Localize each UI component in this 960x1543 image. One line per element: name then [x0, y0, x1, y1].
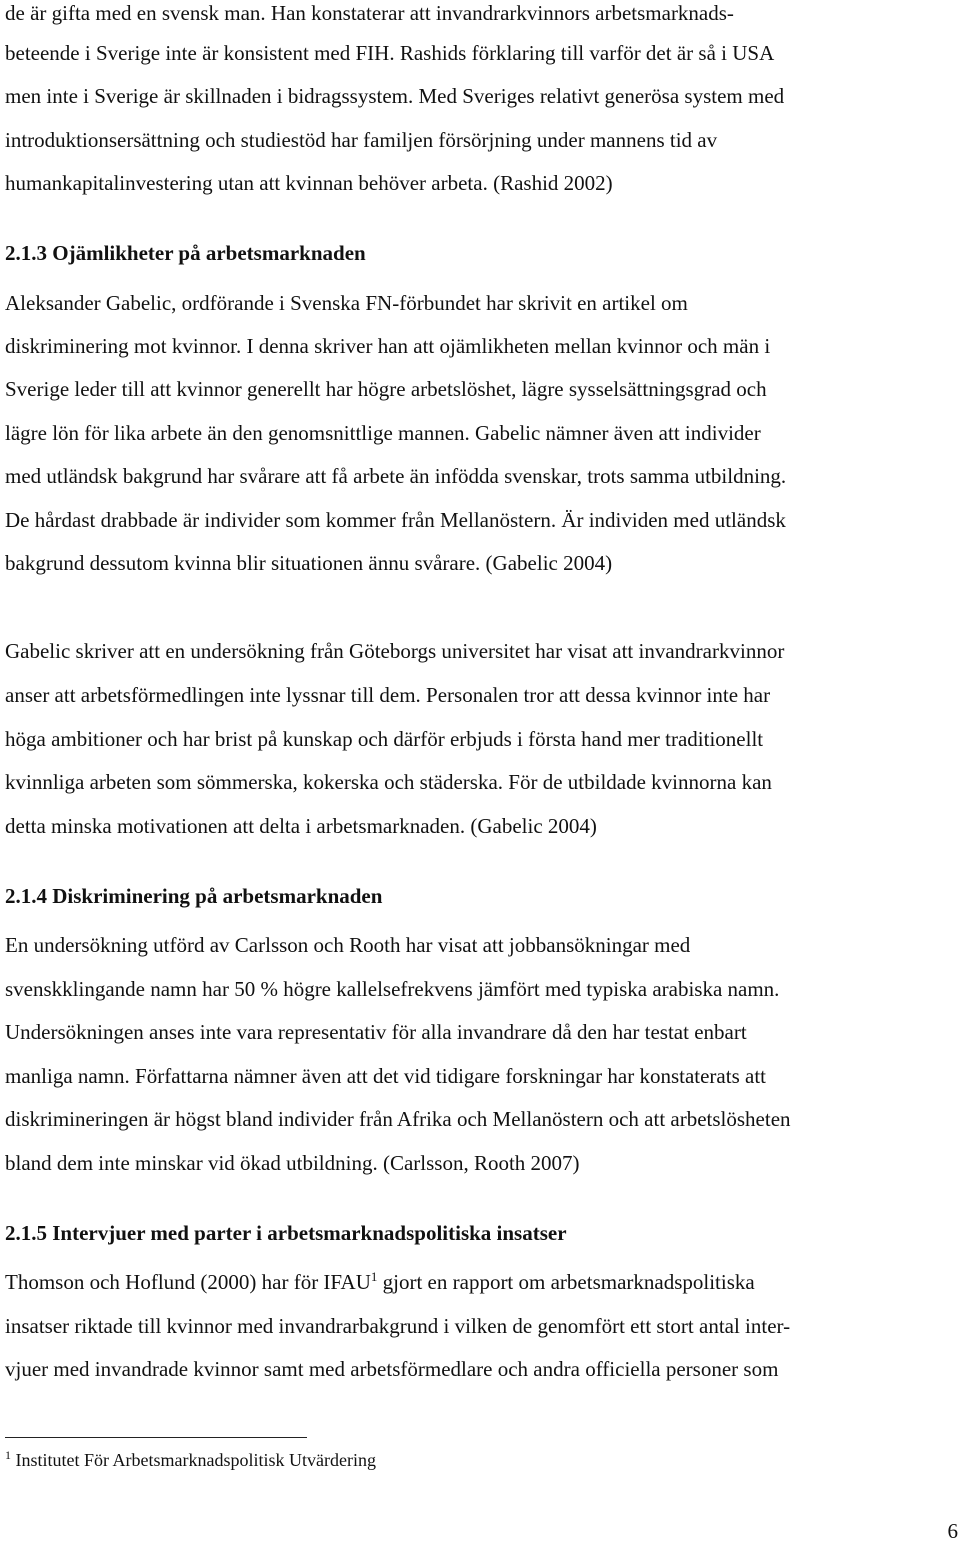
s213-p2-line-4: kvinnliga arbeten som sömmerska, kokerska och städerska. För de utbildade kvinnorna kan	[5, 770, 772, 794]
s214-line-1: En undersökning utförd av Carlsson och Rooth har visat att jobbansökningar med	[5, 933, 691, 957]
intro-line-3: men inte i Sverige är skillnaden i bidragssystem. Med Sveriges relativt generösa system med	[5, 84, 785, 108]
s215-line-1	[5, 1269, 755, 1295]
footnote-marker: 1	[5, 1448, 11, 1462]
s213-p2-line-1: Gabelic skriver att en undersökning från Göteborgs universitet har visat att invandrarkvinnor	[5, 639, 785, 663]
s214-line-3: Undersökningen anses inte vara representativ för alla invandrare då den har testat enbart	[5, 1020, 747, 1044]
s213-p1-line-6: De hårdast drabbade är individer som kommer från Mellanöstern. Är individen med utländsk	[5, 508, 786, 532]
s213-p1-line-3: Sverige leder till att kvinnor generellt har högre arbetslöshet, lägre sysselsättningsgrad och	[5, 377, 767, 401]
page-number: 6	[947, 1519, 958, 1543]
section-heading-2-1-4: 2.1.4 Diskriminering på arbetsmarknaden	[5, 884, 383, 908]
s214-line-6: bland dem inte minskar vid ökad utbildning. (Carlsson, Rooth 2007)	[5, 1151, 580, 1175]
footnote-text: Institutet För Arbetsmarknadspolitisk Utvärdering	[11, 1450, 376, 1470]
intro-line-2: beteende i Sverige inte är konsistent med FIH. Rashids förklaring till varför det är så i USA	[5, 41, 775, 65]
s214-line-5: diskrimineringen är högst bland individer från Afrika och Mellanöstern och att arbetslösheten	[5, 1107, 791, 1131]
s213-p1-line-5: med utländsk bakgrund har svårare att få arbete än infödda svenskar, trots samma utbildning.	[5, 464, 787, 488]
s215-line-2: insatser riktade till kvinnor med invandrarbakgrund i vilken de genomfört ett stort antal inter-	[5, 1314, 791, 1338]
section-heading-2-1-5: 2.1.5 Intervjuer med parter i arbetsmarknadspolitiska insatser	[5, 1221, 567, 1245]
footnote-reference-marker: 1	[370, 1269, 378, 1284]
s215-line-1-text-a: Thomson och Hoflund (2000) har för IFAU	[5, 1270, 371, 1294]
footnote	[5, 1449, 376, 1471]
s213-p1-line-4: lägre lön för lika arbete än den genomsnittlige mannen. Gabelic nämner även att individer	[5, 421, 761, 445]
s213-p1-line-7: bakgrund dessutom kvinna blir situationen ännu svårare. (Gabelic 2004)	[5, 551, 613, 575]
s215-line-3: vjuer med invandrade kvinnor samt med arbetsförmedlare och andra officiella personer som	[5, 1357, 779, 1381]
s213-p2-line-3: höga ambitioner och har brist på kunskap och därför erbjuds i första hand mer traditionellt	[5, 727, 764, 751]
s213-p1-line-2: diskriminering mot kvinnor. I denna skriver han att ojämlikheten mellan kvinnor och män i	[5, 334, 771, 358]
s213-p2-line-2: anser att arbetsförmedlingen inte lyssnar till dem. Personalen tror att dessa kvinnor inte har	[5, 683, 771, 707]
s215-line-1-text-b: gjort en rapport om arbetsmarknadspolitiska	[377, 1270, 755, 1294]
s214-line-2: svenskklingande namn har 50 % högre kallelsefrekvens jämfört med typiska arabiska namn.	[5, 977, 780, 1001]
s213-p1-line-1: Aleksander Gabelic, ordförande i Svenska FN-förbundet har skrivit en artikel om	[5, 291, 688, 315]
s213-p2-line-5: detta minska motivationen att delta i arbetsmarknaden. (Gabelic 2004)	[5, 814, 597, 838]
intro-line-4: introduktionsersättning och studiestöd har familjen försörjning under mannens tid av	[5, 128, 718, 152]
intro-line-1: de är gifta med en svensk man. Han konstaterar att invandrarkvinnors arbetsmarknads-	[5, 1, 734, 25]
footnote-divider	[5, 1437, 307, 1438]
section-heading-2-1-3: 2.1.3 Ojämlikheter på arbetsmarknaden	[5, 241, 366, 265]
s214-line-4: manliga namn. Författarna nämner även att det vid tidigare forskningar har konstaterats att	[5, 1064, 766, 1088]
intro-line-5: humankapitalinvestering utan att kvinnan behöver arbeta. (Rashid 2002)	[5, 171, 613, 195]
